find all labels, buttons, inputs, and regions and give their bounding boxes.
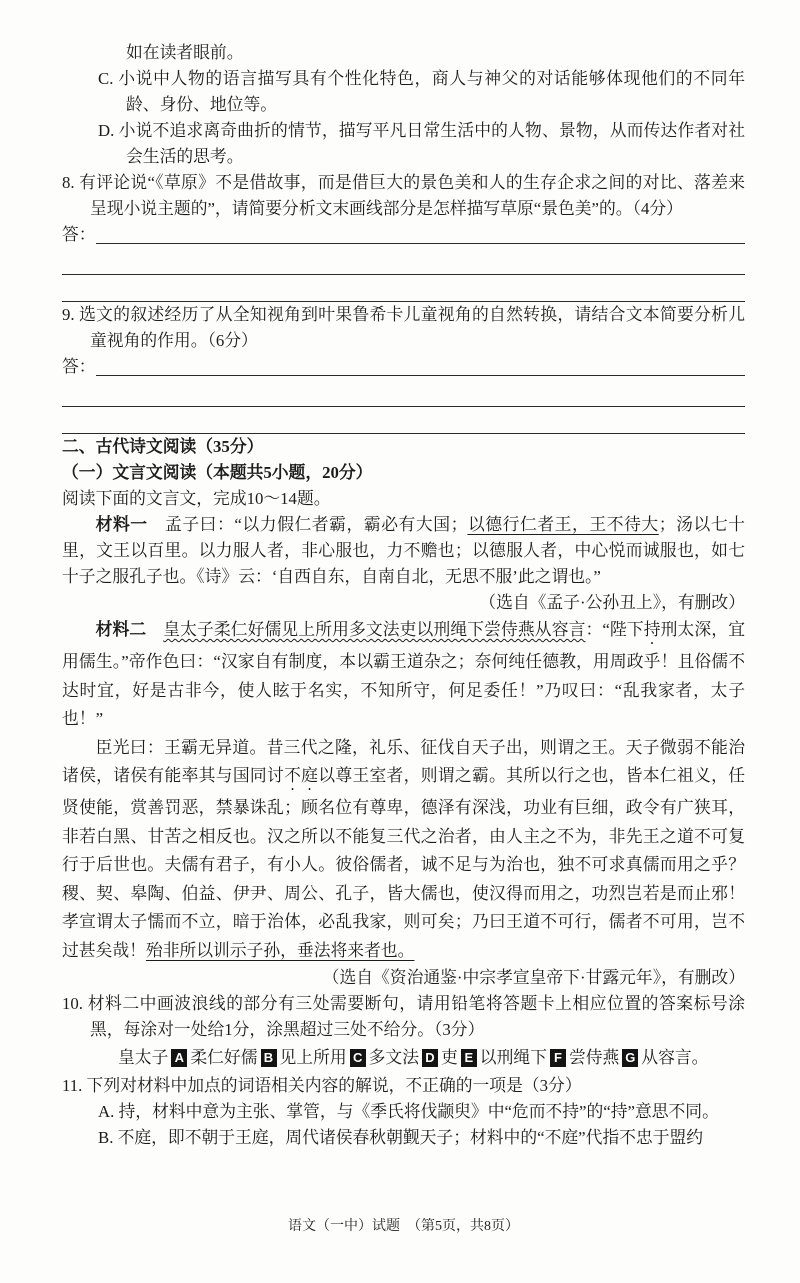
text-segment: ：“陛下 bbox=[585, 620, 644, 639]
text-segment: （选自《资治通鉴·中宗孝宣皇帝下·甘露元年》，有删改） bbox=[322, 968, 745, 987]
answer-letter-box: E bbox=[461, 1049, 477, 1067]
answer-letter-box: G bbox=[622, 1049, 638, 1067]
text-segment: D. 小说不追求离奇曲折的情节，描写平凡日常生活中的人物、景物，从而传达作者对社会生活的思考。 bbox=[98, 121, 745, 166]
text-segment: （一）文言文阅读（本题共5小题，20分） bbox=[62, 463, 373, 482]
text-segment: 见上所用 bbox=[279, 1048, 347, 1067]
option-d bbox=[98, 118, 745, 170]
option-11-a bbox=[98, 1099, 745, 1125]
document-body bbox=[62, 40, 745, 1151]
section-heading bbox=[62, 434, 745, 460]
question-10 bbox=[62, 991, 745, 1043]
underline-segment: 以德行仁者王，王不待大 bbox=[467, 515, 659, 534]
text-segment: 以刑绳下 bbox=[479, 1048, 547, 1067]
answer-rule-line bbox=[62, 248, 745, 275]
material-1 bbox=[62, 512, 745, 590]
text-segment: （选自《孟子·公孙丑上》，有删改） bbox=[479, 593, 745, 612]
text-segment: 9. 选文的叙述经历了从全知视角到叶果鲁希卡儿童视角的自然转换，请结合文本简要分析儿童视角的作用。（6分） bbox=[62, 305, 745, 350]
answer-rule-line bbox=[62, 380, 745, 407]
material-2 bbox=[62, 616, 745, 734]
option-b-continuation bbox=[126, 40, 745, 66]
text-segment: 吏 bbox=[441, 1048, 458, 1067]
answer-letter-box: C bbox=[350, 1049, 366, 1067]
text-segment: B. 不庭，即不朝于王庭，周代诸侯春秋朝觐天子；材料中的“不庭”代指不忠于盟约 bbox=[98, 1128, 704, 1147]
option-c bbox=[98, 66, 745, 118]
answer-rule-line bbox=[62, 275, 745, 302]
text-segment: 柔仁好儒 bbox=[190, 1048, 258, 1067]
text-segment: 尝侍燕 bbox=[568, 1048, 620, 1067]
answer-blank-line bbox=[96, 354, 745, 376]
dotted-word: 不庭 bbox=[284, 766, 319, 785]
answer-letter-box: A bbox=[171, 1049, 187, 1067]
option-11-b bbox=[98, 1125, 745, 1151]
answer-label: 答： bbox=[62, 225, 96, 244]
text-segment: ；汤以七十里，文王以百里。以力服人者，非心服也，力不赡也；以德服人者，中心悦而诚服也，如七十子之服孔子也。《诗》云：‘自西自东，自南自北，无思不服’此之谓也。” bbox=[62, 515, 745, 586]
text-segment: 阅读下面的文言文，完成10～14题。 bbox=[62, 489, 331, 508]
text-segment: 以尊王室者，则谓之霸。其所以行之也，皆本仁祖义，任贤使能，赏善罚恶，禁暴诛乱；顾名位有尊卑，德泽有深浅，功业有巨细，政令有广狭耳，非若白黑、甘苦之相反也。汉之所以不能复三代之治者，由人主之不为，非先王之道不可复行于后世也。夫儒有君子，有小人。彼俗儒者，诚不足与为治也，独不可求真儒而用之乎？稷、契、皋陶、伯益、伊尹、周公、孔子，皆大儒也，使汉得而用之，功烈岂若是而止邪！孝宣谓太子懦而不立，暗于治体，必乱我家，则可矣；乃曰王道不可行，儒者不可用，岂不过甚矣哉！ bbox=[62, 766, 745, 960]
answer-letter-box: F bbox=[550, 1049, 566, 1067]
text-segment: 多文法 bbox=[368, 1048, 419, 1067]
material-2-source bbox=[62, 965, 745, 991]
text-segment: 皇太子 bbox=[118, 1048, 169, 1067]
page-footer: 语文（一中）试题 （第5页，共8页） bbox=[288, 1219, 519, 1234]
text-segment bbox=[146, 620, 163, 639]
text-segment: 材料一 bbox=[95, 515, 148, 534]
text-segment: 8. 有评论说“《草原》不是借故事，而是借巨大的景色美和人的生存企求之间的对比、落差来呈现小说主题的”，请简要分析文末画线部分是怎样描写草原“景色美”的。（4分） bbox=[62, 173, 745, 218]
text-segment: C. 小说中人物的语言描写具有个性化特色，商人与神父的对话能够体现他们的不同年龄、身份、地位等。 bbox=[98, 69, 745, 114]
wavy-underline-segment: 皇太子柔仁好儒见上所用多文法吏以刑绳下尝侍燕从容言 bbox=[163, 620, 586, 639]
text-segment: 二、古代诗文阅读（35分） bbox=[62, 437, 264, 456]
question-10-sentence bbox=[118, 1043, 745, 1073]
text-segment: 11. 下列对材料中加点的词语相关内容的解说，不正确的一项是（3分） bbox=[62, 1076, 582, 1095]
material-2-commentary bbox=[62, 734, 745, 966]
answer-8 bbox=[62, 222, 745, 248]
text-segment: 从容言。 bbox=[641, 1048, 709, 1067]
text-segment: 10. 材料二中画波浪线的部分有三处需要断句，请用铅笔将答题卡上相应位置的答案标号涂黑，每涂对一处给1分，涂黑超过三处不给分。（3分） bbox=[62, 994, 745, 1039]
text-segment: 材料二 bbox=[95, 620, 147, 639]
underline-segment: 殆非所以训示子孙，垂法将来者也。 bbox=[145, 940, 415, 960]
text-segment: 臣光曰：王霸无异道。昔三代之隆，礼乐、征伐自天子出，则谓之王。天子微弱不能治诸侯，诸侯有能率其与国同讨 bbox=[62, 737, 745, 785]
question-11 bbox=[62, 1073, 745, 1099]
answer-9 bbox=[62, 354, 745, 380]
text-segment: 孟子曰：“以力假仁者霸，霸必有大国； bbox=[147, 515, 468, 534]
text-segment: 刑太深，宜用儒生。”帝作色曰：“汉家自有制度，本以霸王道杂之；奈何纯任德教，用周政乎！且俗儒不达时宜，好是古非今，使人眩于名实，不知所守，何足委任！”乃叹曰：“乱我家者，太子也！” bbox=[62, 620, 745, 728]
reading-instruction bbox=[62, 486, 745, 512]
subsection-heading bbox=[62, 460, 745, 486]
material-1-source bbox=[62, 590, 745, 616]
answer-label: 答： bbox=[62, 357, 96, 376]
question-8 bbox=[62, 170, 745, 222]
answer-letter-box: D bbox=[422, 1049, 438, 1067]
text-segment: 如在读者眼前。 bbox=[126, 43, 244, 62]
answer-letter-box: B bbox=[261, 1049, 277, 1067]
dotted-word: 持 bbox=[643, 620, 661, 639]
text-segment: A. 持，材料中意为主张、掌管，与《季氏将伐颛臾》中“危而不持”的“持”意思不同。 bbox=[98, 1102, 719, 1121]
answer-blank-line bbox=[96, 222, 745, 244]
answer-rule-line bbox=[62, 407, 745, 434]
question-9 bbox=[62, 302, 745, 354]
